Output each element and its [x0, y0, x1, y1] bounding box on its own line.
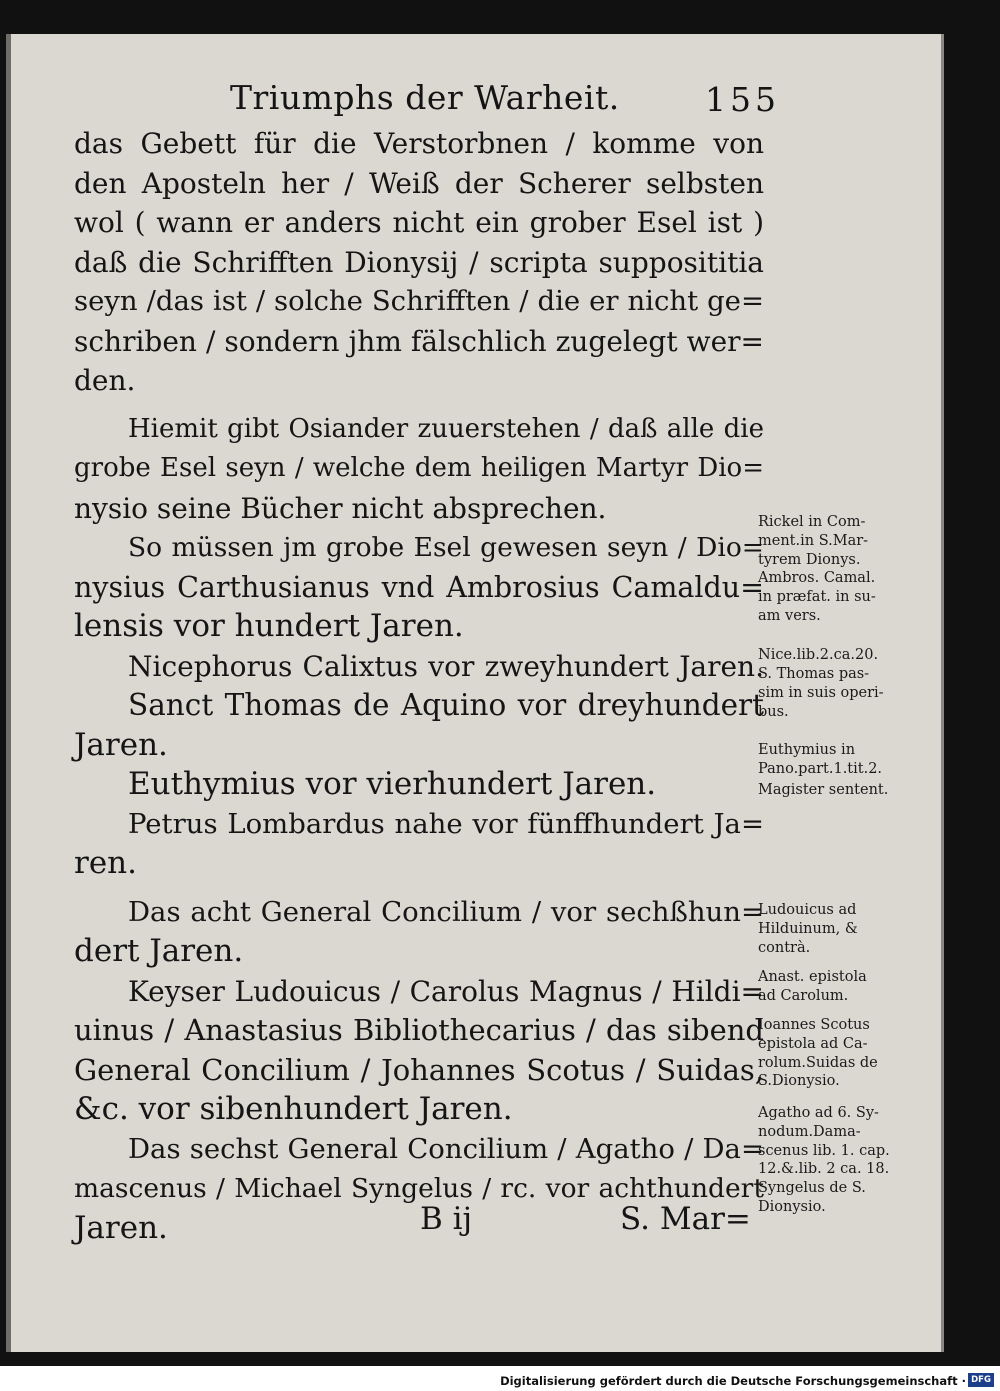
marginal-note-line: rolum.Suidas de: [758, 1054, 878, 1071]
body-line: Sanct Thomas de Aquino vor dreyhundert: [128, 688, 764, 722]
marginal-note-line: Pano.part.1.tit.2.: [758, 760, 883, 777]
body-line: nysio seine Bücher nicht absprechen.: [74, 491, 607, 525]
marginal-note: [758, 665, 908, 721]
marginal-note: [758, 968, 908, 1006]
body-line: Keyser Ludouicus / Carolus Magnus / Hildi=: [128, 974, 764, 1008]
marginal-note-line: Ludouicus ad: [758, 902, 857, 918]
marginal-note-line: Anast. epistola: [758, 969, 867, 985]
marginal-note: [758, 646, 908, 665]
body-line: nysius Carthusianus vnd Ambrosius Camaldu=: [74, 570, 764, 604]
marginal-note: [758, 741, 908, 779]
marginal-note-line: Syngelus de S.: [758, 1180, 866, 1197]
marginal-note-line: tyrem Dionys.: [758, 551, 861, 568]
page-gutter-edge: [6, 34, 11, 1352]
body-line: Nicephorus Calixtus vor zweyhundert Jaren.: [128, 649, 764, 683]
body-line: das Gebett für die Verstorbnen / komme von: [74, 127, 764, 160]
body-line: uinus / Anastasius Bibliothecarius / das sibend: [74, 1013, 764, 1047]
marginal-note-line: bus.: [758, 703, 789, 720]
marginal-note-line: Euthymius in: [758, 742, 856, 758]
marginal-note-line: am vers.: [758, 607, 821, 624]
body-line: Jaren.: [74, 726, 168, 763]
marginal-note-line: ad Carolum.: [758, 987, 849, 1004]
page-number: 155: [705, 80, 780, 119]
catchword: S. Mar=: [620, 1201, 751, 1237]
marginal-note-line: 12.&.lib. 2 ca. 18.: [758, 1161, 890, 1178]
marginal-note-line: in præfat. in su-: [758, 589, 876, 606]
digitization-credit: Digitalisierung gefördert durch die Deutsche Forschungsgemeinschaft ·: [500, 1374, 966, 1388]
body-line: Das acht General Concilium / vor sechßhun=: [128, 895, 764, 928]
body-line: seyn /das ist / solche Schrifften / die er nicht ge=: [74, 285, 764, 317]
dfg-logo-icon: DFG: [968, 1373, 994, 1387]
body-line: Petrus Lombardus nahe vor fünffhundert Ja=: [128, 807, 764, 840]
body-line: mascenus / Michael Syngelus / rc. vor achthundert: [74, 1173, 764, 1204]
marginal-note-line: epistola ad Ca-: [758, 1035, 868, 1052]
marginal-note-line: Dionysio.: [758, 1198, 826, 1215]
marginal-note-line: Ambros. Camal.: [758, 570, 876, 587]
marginal-note-line: S. Thomas pas-: [758, 666, 870, 682]
marginal-note-line: contrà.: [758, 939, 811, 956]
body-line: ren.: [74, 845, 137, 881]
marginal-note-line: Hilduinum, &: [758, 920, 858, 937]
marginal-note: [758, 901, 908, 957]
body-line: General Concilium / Johannes Scotus / Suidas,: [74, 1052, 764, 1087]
body-line: Euthymius vor vierhundert Jaren.: [128, 766, 657, 802]
running-head: Triumphs der Warheit.: [230, 78, 620, 117]
body-line: dert Jaren.: [74, 933, 244, 969]
marginal-note-line: ment.in S.Mar-: [758, 532, 869, 549]
marginal-note-line: Magister sentent.: [758, 782, 889, 798]
body-line: So müssen jm grobe Esel gewesen seyn / Dio=: [128, 532, 764, 563]
marginal-note-line: scenus lib. 1. cap.: [758, 1142, 890, 1159]
marginal-note: [758, 1016, 908, 1091]
body-line: schriben / sondern jhm fälschlich zugelegt wer=: [74, 324, 764, 358]
body-line: Das sechst General Concilium / Agatho / Da=: [128, 1132, 764, 1165]
signature-mark: B ij: [420, 1201, 473, 1237]
marginal-note: [758, 781, 908, 800]
body-line: den Aposteln her / Weiß der Scherer selbsten: [74, 166, 764, 200]
body-text: [74, 124, 764, 1248]
marginal-note: [758, 1104, 908, 1217]
body-line: wol ( wann er anders nicht ein grober Esel ist ): [74, 206, 764, 239]
marginal-note-line: sim in suis operi-: [758, 684, 884, 701]
marginal-note-line: Nice.lib.2.ca.20.: [758, 647, 879, 663]
marginal-note-line: Ioannes Scotus: [758, 1017, 870, 1033]
marginal-note-line: Rickel in Com-: [758, 514, 866, 530]
body-line: Jaren.: [74, 1209, 168, 1246]
marginal-note-line: Agatho ad 6. Sy-: [758, 1105, 879, 1121]
body-line: grobe Esel seyn / welche dem heiligen Martyr Dio=: [74, 453, 764, 483]
body-line: daß die Schrifften Dionysij / scripta supposititia: [74, 245, 764, 279]
marginal-note-line: S.Dionysio.: [758, 1073, 840, 1090]
body-line: &c. vor sibenhundert Jaren.: [74, 1091, 513, 1127]
body-line: lensis vor hundert Jaren.: [74, 608, 464, 644]
marginal-note-line: nodum.Dama-: [758, 1123, 861, 1140]
body-line: Hiemit gibt Osiander zuuerstehen / daß alle die: [128, 413, 764, 444]
marginal-note: [758, 513, 908, 626]
body-line: den.: [74, 364, 136, 397]
page-fore-edge: [941, 34, 944, 1352]
